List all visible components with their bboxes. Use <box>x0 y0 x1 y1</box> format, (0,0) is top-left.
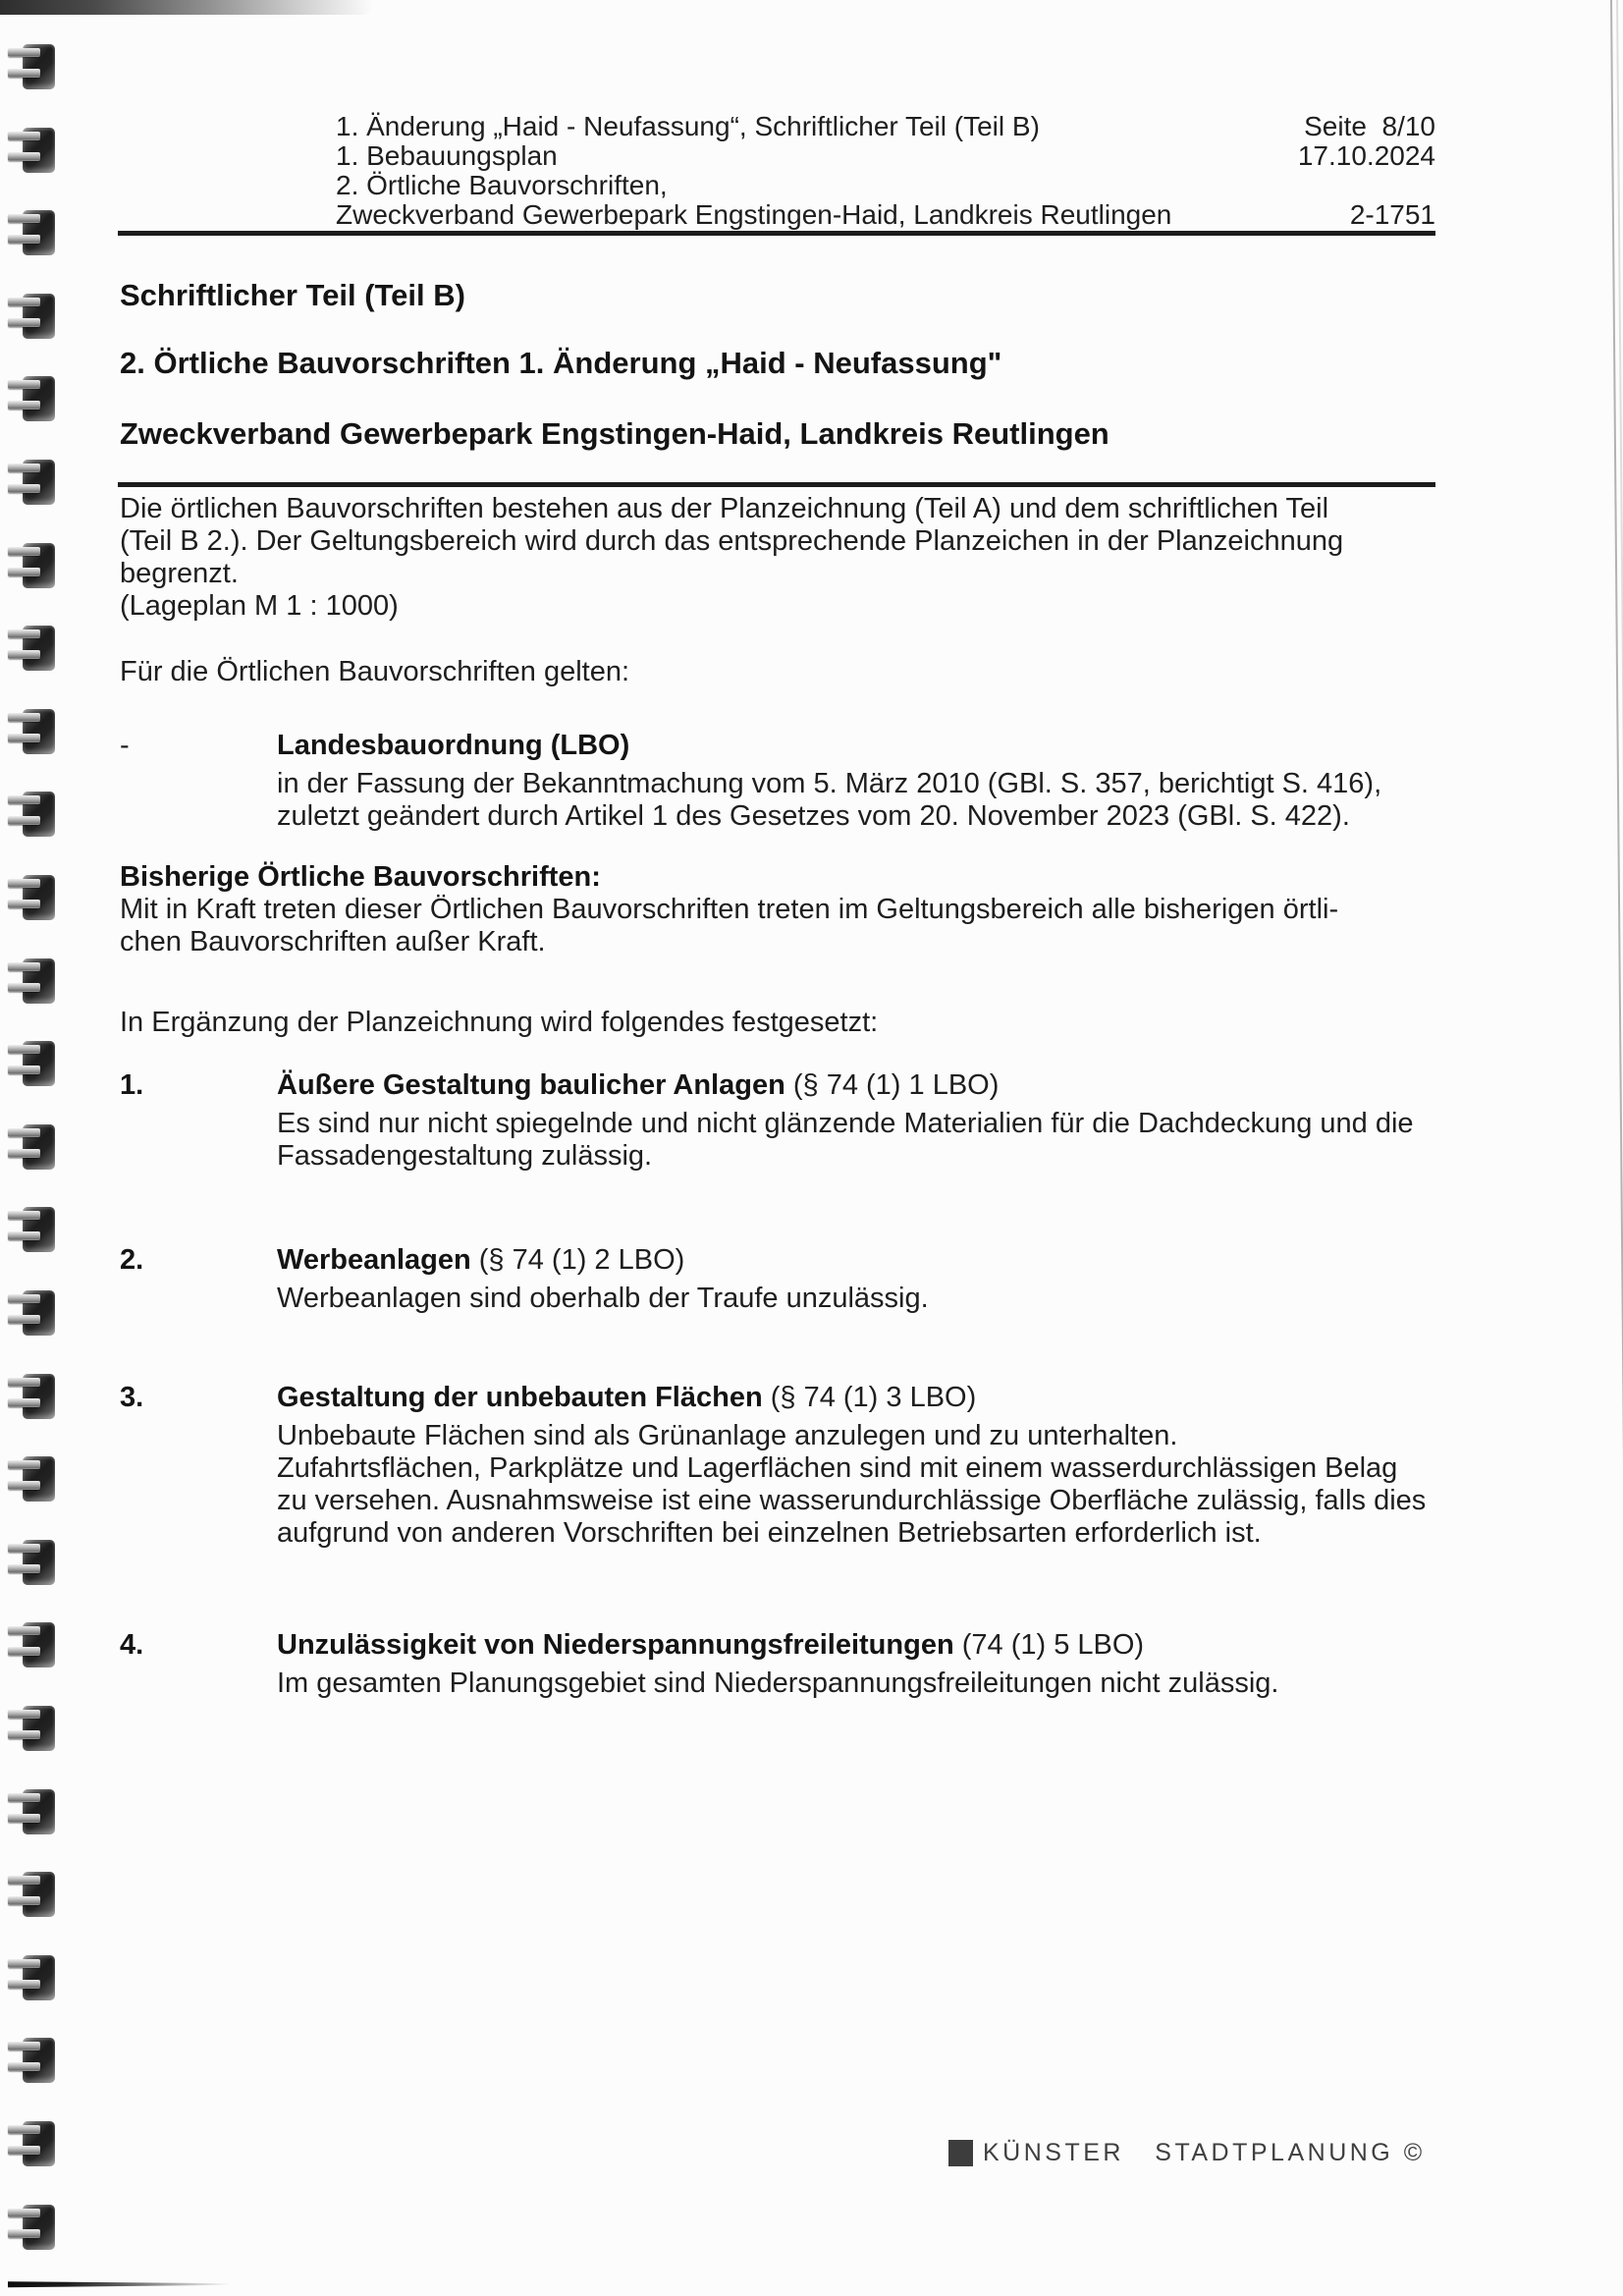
paragraph <box>120 1007 1514 1039</box>
binding-clip-wire <box>8 629 40 638</box>
binding-clip <box>8 2205 55 2251</box>
binding-clip-wire <box>8 298 40 306</box>
binding-clip-wire <box>8 214 40 223</box>
binding-clip-wire <box>8 2209 40 2217</box>
binding-clip-wire <box>8 2042 40 2050</box>
list-item-title <box>277 1629 1514 1662</box>
binding-clip <box>8 958 55 1005</box>
list-item-marker: - <box>120 730 130 761</box>
page-subtitle: 2. Örtliche Bauvorschriften 1. Änderung „Haid - Neufassung" <box>120 346 1002 380</box>
header-doc-line: 2. Örtliche Bauvorschriften, <box>336 170 668 200</box>
text-line: (Lageplan M 1 : 1000) <box>120 590 399 622</box>
binding-clip-wire <box>8 1294 40 1303</box>
text-line: aufgrund von anderen Vorschriften bei einzelnen Betriebsarten erforderlich ist. <box>277 1517 1262 1549</box>
binding-clip-wire <box>8 2062 40 2071</box>
text-line: Zufahrtsflächen, Parkplätze und Lagerflächen sind mit einem wasserdurchlässigen Belag <box>277 1452 1398 1484</box>
binding-clip <box>8 1374 55 1420</box>
binding-clip-wire <box>8 1793 40 1802</box>
list-item-title-suffix: (§ 74 (1) 2 LBO) <box>470 1244 685 1276</box>
list-item-2 <box>120 1244 1514 1315</box>
list-item-- <box>120 730 1514 833</box>
binding-clip-wire <box>8 1398 40 1407</box>
binding-clip-wire <box>8 1876 40 1885</box>
binding-clip-wire <box>8 401 40 410</box>
list-item-title-bold: Werbeanlagen <box>277 1244 471 1276</box>
binding-clip-wire <box>8 318 40 327</box>
header-file-number: 2-1751 <box>1349 199 1435 230</box>
binding-clip-wire <box>8 1730 40 1739</box>
binding-clip-wire <box>8 568 40 576</box>
binding-clip <box>8 128 55 174</box>
binding-clip-wire <box>8 1544 40 1553</box>
text-line: Unbebaute Flächen sind als Grünanlage anzulegen und zu unterhalten. <box>277 1420 1178 1451</box>
page-subtitle-2: Zweckverband Gewerbepark Engstingen-Haid, Landkreis Reutlingen <box>120 416 1109 451</box>
list-item-title-bold: Unzulässigkeit von Niederspannungsfreileitungen <box>277 1629 954 1661</box>
binding-clip-wire <box>8 983 40 992</box>
binding-clip-wire <box>8 2229 40 2238</box>
binding-clip-wire <box>8 816 40 825</box>
header-date: 17.10.2024 <box>1297 140 1435 171</box>
binding-clip-wire <box>8 235 40 244</box>
binding-clip-wire <box>8 713 40 722</box>
kuenster-logo-square-icon <box>948 2140 973 2166</box>
footer-credit-text: KÜNSTER STADTPLANUNG © <box>983 2139 1426 2166</box>
binding-clip <box>8 626 55 672</box>
binding-clip <box>8 1290 55 1337</box>
title-rule <box>118 482 1435 487</box>
binding-clip-wire <box>8 1626 40 1635</box>
header-rule <box>118 231 1435 236</box>
header-doc-line: 1. Änderung „Haid - Neufassung“, Schriftlicher Teil (Teil B) <box>336 111 1040 141</box>
binding-clip <box>8 1041 55 1087</box>
binding-clip <box>8 460 55 506</box>
binding-clip-wire <box>8 380 40 389</box>
text-line: (Teil B 2.). Der Geltungsbereich wird durch das entsprechende Planzeichen in der Planzeichnung <box>120 525 1344 557</box>
text-line: Fassadengestaltung zulässig. <box>277 1140 653 1172</box>
binding-clip <box>8 1207 55 1253</box>
text-line: zuletzt geändert durch Artikel 1 des Gesetzes vom 20. November 2023 (GBl. S. 422). <box>277 800 1350 832</box>
text-line: zu versehen. Ausnahmsweise ist eine wasserundurchlässige Oberfläche zulässig, falls dies <box>277 1485 1427 1516</box>
list-item-1 <box>120 1069 1514 1173</box>
binding-clip-wire <box>8 2146 40 2155</box>
binding-clip-wire <box>8 1980 40 1989</box>
binding-clip-wire <box>8 1959 40 1968</box>
binding-clip-wire <box>8 2125 40 2134</box>
list-item-marker: 4. <box>120 1629 144 1661</box>
binding-clip <box>8 2121 55 2167</box>
list-item-title <box>277 1382 1514 1414</box>
binding-clip-wire <box>8 1378 40 1387</box>
binding-clip <box>8 543 55 589</box>
binding-clip-wire <box>8 1315 40 1324</box>
text-line: In Ergänzung der Planzeichnung wird folgendes festgesetzt: <box>120 1007 879 1038</box>
paragraph-heading: Bisherige Örtliche Bauvorschriften: <box>120 861 601 893</box>
binding-clip-wire <box>8 900 40 908</box>
binding-clip <box>8 1706 55 1752</box>
binding-clip <box>8 1955 55 2001</box>
page-title: Schriftlicher Teil (Teil B) <box>120 278 465 312</box>
binding-clip-wire <box>8 1460 40 1469</box>
binding-clip <box>8 44 55 90</box>
text-line: Es sind nur nicht spiegelnde und nicht glänzende Materialien für die Dachdeckung und die <box>277 1108 1414 1139</box>
list-item-marker: 2. <box>120 1244 144 1276</box>
list-item-marker: 3. <box>120 1382 144 1413</box>
list-item-title-suffix: (74 (1) 5 LBO) <box>953 1629 1145 1661</box>
binding-clip <box>8 1789 55 1835</box>
binding-clip <box>8 709 55 755</box>
binding-clip-wire <box>8 734 40 742</box>
binding-clip-wire <box>8 69 40 78</box>
binding-clip-wire <box>8 1128 40 1137</box>
text-line: Im gesamten Planungsgebiet sind Niederspannungsfreileitungen nicht zulässig. <box>277 1667 1279 1699</box>
binding-clip-wire <box>8 1647 40 1656</box>
binding-clip-wire <box>8 48 40 57</box>
binding-clip <box>8 1124 55 1171</box>
list-item-marker: 1. <box>120 1069 144 1101</box>
binding-clip <box>8 1456 55 1503</box>
binding-clip-wire <box>8 1814 40 1823</box>
binding-clip-wire <box>8 1231 40 1240</box>
binding-clip-wire <box>8 650 40 659</box>
list-item-title-bold: Landesbauordnung (LBO) <box>277 730 630 761</box>
binding-clip <box>8 792 55 838</box>
footer-credit <box>948 2139 1426 2167</box>
text-line: in der Fassung der Bekanntmachung vom 5. März 2010 (GBl. S. 357, berichtigt S. 416), <box>277 768 1382 799</box>
binding-clip-wire <box>8 795 40 804</box>
binding-clip <box>8 2038 55 2084</box>
binding-clip <box>8 210 55 256</box>
binding-clip-wire <box>8 1211 40 1220</box>
text-line: Die örtlichen Bauvorschriften bestehen aus der Planzeichnung (Teil A) und dem schriftlichen Teil <box>120 493 1329 524</box>
scan-artifact-bottom-line <box>8 2280 239 2288</box>
paragraph <box>120 493 1514 623</box>
binding-clip-wire <box>8 1564 40 1573</box>
list-item-title-suffix: (§ 74 (1) 1 LBO) <box>784 1069 1000 1101</box>
binding-clip-wire <box>8 484 40 493</box>
list-item-title <box>277 730 1514 762</box>
list-item-title-bold: Äußere Gestaltung baulicher Anlagen <box>277 1069 785 1101</box>
list-item-3 <box>120 1382 1514 1550</box>
document-body <box>120 493 1514 1700</box>
list-item-4 <box>120 1629 1514 1700</box>
binding-clip-wire <box>8 1710 40 1719</box>
binding-clip-wire <box>8 1896 40 1905</box>
scan-artifact-top-edge <box>0 0 373 15</box>
text-line: Werbeanlagen sind oberhalb der Traufe unzulässig. <box>277 1283 929 1314</box>
binding-clip-wire <box>8 962 40 971</box>
list-item-title-bold: Gestaltung der unbebauten Flächen <box>277 1382 763 1413</box>
binding-clip <box>8 1540 55 1586</box>
binding-clip <box>8 875 55 921</box>
list-item-title <box>277 1244 1514 1277</box>
header-doc-line: Zweckverband Gewerbepark Engstingen-Haid, Landkreis Reutlingen <box>336 199 1172 230</box>
header-document-lines <box>336 112 1171 230</box>
binding-clip-wire <box>8 1045 40 1054</box>
text-line: Mit in Kraft treten dieser Örtlichen Bauvorschriften treten im Geltungsbereich alle bisherigen örtli- <box>120 894 1339 925</box>
binding-clip-wire <box>8 132 40 140</box>
binding-clip-wire <box>8 1481 40 1490</box>
labeled-paragraph <box>120 861 1514 958</box>
text-line: Für die Örtlichen Bauvorschriften gelten: <box>120 656 630 687</box>
binding-clip-wire <box>8 1066 40 1074</box>
binding-clip-wire <box>8 152 40 161</box>
binding-clip-wire <box>8 464 40 472</box>
paragraph <box>120 656 1514 688</box>
binding-clip <box>8 294 55 340</box>
binding-clip <box>8 1622 55 1668</box>
list-item-title <box>277 1069 1514 1102</box>
header-page-number: Seite 8/10 <box>1304 111 1435 141</box>
binding-clip-wire <box>8 1149 40 1158</box>
text-line: begrenzt. <box>120 558 239 589</box>
binding-clip-wire <box>8 879 40 888</box>
list-item-title-suffix: (§ 74 (1) 3 LBO) <box>762 1382 977 1413</box>
binding-clip <box>8 1872 55 1918</box>
binding-clip <box>8 376 55 422</box>
header-doc-line: 1. Bebauungsplan <box>336 140 558 171</box>
text-line: chen Bauvorschriften außer Kraft. <box>120 926 546 957</box>
binding-clip-wire <box>8 547 40 556</box>
